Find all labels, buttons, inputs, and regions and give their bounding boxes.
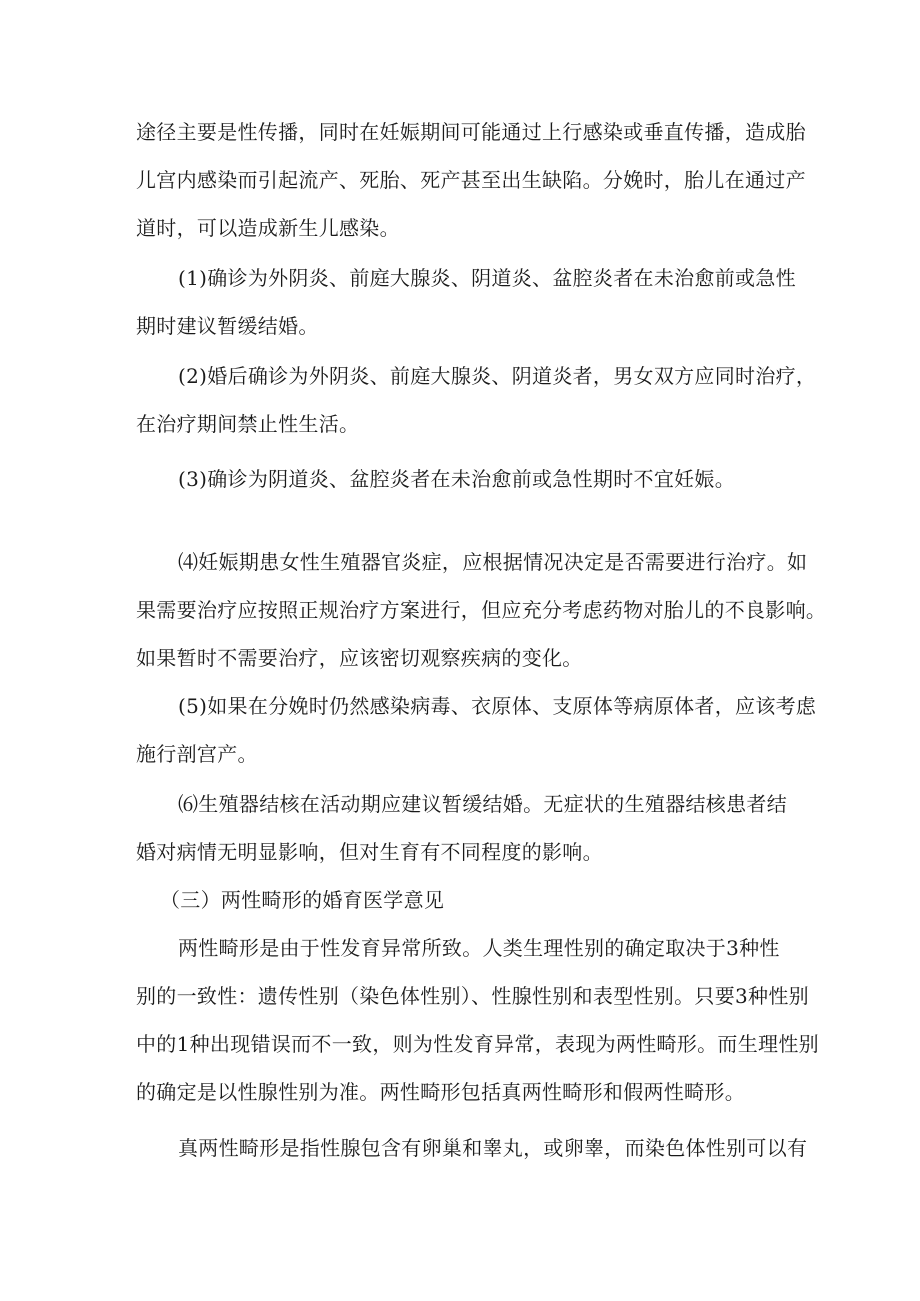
text-line: 两性畸形是由于性发育异常所致。人类生理性别的确定取决于3种性 bbox=[178, 936, 780, 960]
text-line: 如果暂时不需要治疗，应该密切观察疾病的变化。 bbox=[136, 646, 583, 670]
text-line: (1)确诊为外阴炎、前庭大腺炎、阴道炎、盆腔炎者在未治愈前或急性 bbox=[178, 266, 796, 290]
text-line: 施行剖宫产。 bbox=[136, 742, 258, 766]
text-line: ⑹生殖器结核在活动期应建议暂缓结婚。无症状的生殖器结核患者结 bbox=[178, 792, 787, 816]
text-line: 期时建议暂缓结婚。 bbox=[136, 314, 319, 338]
text-line: 别的一致性：遗传性别（染色体性别）、性腺性别和表型性别。只要3种性别 bbox=[136, 984, 809, 1008]
text-line: 道时，可以造成新生儿感染。 bbox=[136, 216, 400, 240]
text-line: 儿宫内感染而引起流产、死胎、死产甚至出生缺陷。分娩时，胎儿在通过产 bbox=[136, 168, 806, 192]
text-line: 途径主要是性传播，同时在妊娠期间可能通过上行感染或垂直传播，造成胎 bbox=[136, 120, 806, 144]
text-line: 的确定是以性腺性别为准。两性畸形包括真两性畸形和假两性畸形。 bbox=[136, 1080, 745, 1104]
text-line: (2)婚后确诊为外阴炎、前庭大腺炎、阴道炎者，男女双方应同时治疗， bbox=[178, 364, 817, 388]
text-line: 果需要治疗应按照正规治疗方案进行，但应充分考虑药物对胎儿的不良影响。 bbox=[136, 598, 827, 622]
text-line: 真两性畸形是指性腺包含有卵巢和睾丸，或卵睾，而染色体性别可以有 bbox=[178, 1136, 808, 1160]
text-line: (3)确诊为阴道炎、盆腔炎者在未治愈前或急性期时不宜妊娠。 bbox=[178, 467, 736, 491]
text-line: ⑷妊娠期患女性生殖器官炎症，应根据情况决定是否需要进行治疗。如 bbox=[178, 550, 808, 574]
text-line: 婚对病情无明显影响，但对生育有不同程度的影响。 bbox=[136, 840, 603, 864]
text-line: (5)如果在分娩时仍然感染病毒、衣原体、支原体等病原体者，应该考虑 bbox=[178, 694, 817, 718]
text-line: 中的1种出现错误而不一致，则为性发育异常，表现为两性畸形。而生理性别 bbox=[136, 1032, 819, 1056]
text-line: 在治疗期间禁止性生活。 bbox=[136, 412, 360, 436]
section-heading: （三）两性畸形的婚育医学意见 bbox=[160, 888, 445, 912]
